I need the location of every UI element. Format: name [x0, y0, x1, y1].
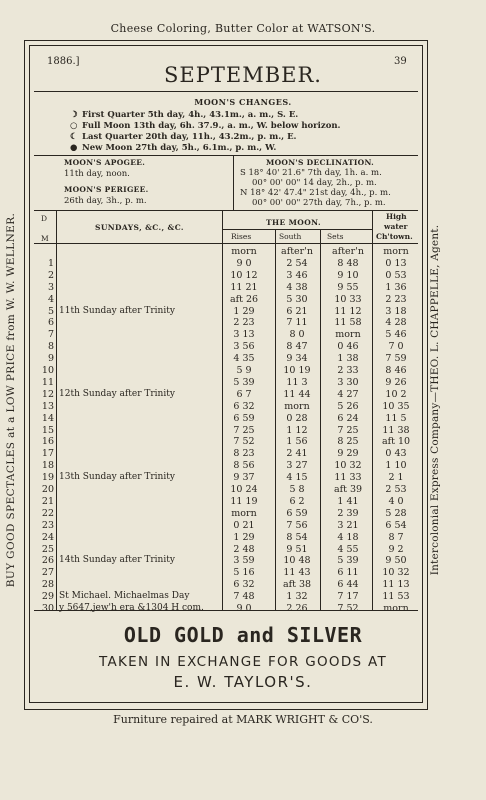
moon-sets-cell: 5 39 [337, 555, 359, 567]
page-number: 39 [394, 56, 407, 67]
table-row [34, 532, 418, 545]
declination-line: 00° 00' 00" 27th day, 7h., p. m. [252, 198, 386, 208]
day-cell: 7 [47, 329, 54, 341]
moon-sets-cell: 0 46 [337, 341, 359, 353]
table-row [34, 579, 418, 592]
moon-south-cell: 1 56 [286, 436, 308, 448]
moon-south-cell: 1 32 [286, 591, 308, 603]
table-row [34, 294, 418, 307]
moon-phase-last-quarter: ☾ Last Quarter 20th day, 11h., 43.2m., p. m., E. [70, 132, 297, 142]
moon-rises-cell: 6 59 [233, 412, 255, 424]
divider [34, 155, 418, 156]
ad-exchange-line: TAKEN IN EXCHANGE FOR GOODS AT [98, 654, 388, 670]
day-cell: 14 [41, 412, 54, 424]
day-cell: 4 [47, 293, 54, 305]
moon-south-cell: 2 26 [286, 603, 308, 614]
high-water-cell: 8 7 [388, 531, 404, 543]
table-row [34, 258, 418, 271]
moon-sets-cell: 10 33 [334, 293, 362, 305]
moon-sets-cell: 7 17 [337, 591, 359, 603]
name-cell: 13th Sunday after Trinity [59, 472, 175, 483]
high-water-cell: 5 46 [385, 329, 407, 341]
table-row [34, 520, 418, 533]
day-cell: 11 [41, 376, 54, 388]
day-cell: 17 [41, 448, 54, 460]
moon-south-cell: 5 8 [289, 484, 305, 495]
high-water-cell: 4 0 [388, 495, 404, 507]
ad-merchant-name: E. W. TAYLOR'S. [173, 673, 313, 691]
moon-sets-cell: 11 12 [334, 305, 362, 317]
header-high-water: Ch'town. [376, 232, 413, 241]
moon-south-cell: 9 51 [286, 543, 308, 555]
moon-south-cell: 5 30 [286, 293, 308, 305]
table-row [34, 436, 418, 449]
moon-south-cell: 7 11 [286, 317, 308, 329]
name-cell: 12th Sunday after Trinity [59, 388, 175, 399]
high-water-cell: 9 2 [388, 543, 404, 555]
header-sets: Sets [327, 232, 344, 241]
apogee-title: MOON'S APOGEE. [64, 158, 146, 167]
high-water-cell: aft 10 [381, 436, 411, 448]
moon-sets-cell: aft 39 [333, 484, 363, 495]
moon-south-cell: after'n [281, 246, 313, 257]
day-cell: 10 [41, 365, 54, 376]
moon-rises-cell: 7 25 [233, 424, 255, 436]
moon-rises-cell: 5 39 [233, 376, 255, 388]
header-high-water: High [386, 212, 407, 221]
moon-sets-cell: 2 33 [337, 365, 359, 376]
high-water-cell: 0 53 [385, 269, 407, 281]
moon-rises-cell: 7 52 [233, 436, 255, 448]
year-label: 1886.] [47, 56, 80, 67]
moon-rises-cell: 9 0 [236, 257, 252, 269]
moon-rises-cell: aft 26 [229, 293, 259, 305]
table-row [34, 425, 418, 438]
moon-south-cell: 4 38 [286, 281, 308, 293]
high-water-cell: 3 18 [385, 305, 407, 317]
table-row [34, 413, 418, 426]
declination-line: N 18° 42' 47.4" 21st day, 4h., p. m. [240, 188, 391, 198]
high-water-cell: 2 23 [385, 293, 407, 305]
moon-rises-cell: 11 21 [230, 281, 258, 293]
moon-sets-cell: 9 10 [337, 269, 359, 281]
declination-line: 00° 00' 00" 14 day, 2h., p. m. [252, 178, 377, 188]
high-water-cell: 1 36 [385, 281, 407, 293]
table-row [34, 389, 418, 402]
moon-rises-cell: 2 23 [233, 317, 255, 329]
high-water-cell: 11 38 [382, 424, 410, 436]
moon-sets-cell: 9 29 [337, 448, 359, 460]
moon-sets-cell: 11 58 [334, 317, 362, 329]
apogee-text: 11th day, noon. [64, 169, 130, 179]
high-water-cell: 0 13 [385, 257, 407, 269]
moon-south-cell: 8 0 [289, 329, 305, 341]
high-water-cell: 4 28 [385, 317, 407, 329]
moon-sets-cell: 11 33 [334, 472, 362, 484]
header-day-of-month: D [41, 214, 48, 223]
header-south: South [279, 232, 302, 241]
day-cell: 3 [47, 281, 54, 293]
table-row [34, 270, 418, 283]
day-cell: 12 [41, 388, 54, 400]
high-water-cell: 7 59 [385, 353, 407, 365]
day-cell: 25 [41, 543, 54, 555]
table-row [34, 484, 418, 497]
moon-sets-cell: 8 25 [337, 436, 359, 448]
moon-sets-cell: 4 27 [337, 388, 359, 400]
moon-rises-cell: 6 7 [236, 388, 252, 400]
moon-rises-cell: 3 59 [233, 555, 255, 567]
moon-rises-cell: 4 35 [233, 353, 255, 365]
moon-phase-first-quarter: ☽ First Quarter 5th day, 4h., 43.1m., a. m., S. E. [70, 110, 299, 120]
moon-rises-cell: 5 16 [233, 567, 255, 579]
moon-rises-cell: 6 32 [233, 400, 255, 412]
moon-south-cell: 10 19 [283, 365, 311, 376]
month-title: SEPTEMBER. [164, 63, 322, 87]
table-row [34, 329, 418, 342]
moon-rises-cell: 5 9 [236, 365, 252, 376]
name-cell: St Michael. Michaelmas Day [59, 591, 190, 602]
day-cell: 5 [47, 305, 54, 317]
high-water-cell: 2 53 [385, 484, 407, 495]
perigee-text: 26th day, 3h., p. m. [64, 196, 147, 206]
table-row [34, 282, 418, 295]
moon-sets-cell: 5 26 [337, 400, 359, 412]
moon-rises-cell: 0 21 [233, 519, 255, 531]
moon-sets-cell: 3 21 [337, 519, 359, 531]
table-row [34, 508, 418, 521]
moon-south-cell: 0 28 [286, 412, 308, 424]
moon-phase-new-moon: ● New Moon 27th day, 5h., 6.1m., p. m., W. [70, 143, 277, 153]
moon-rises-cell: 1 29 [233, 531, 255, 543]
moon-sets-cell: 6 11 [337, 567, 359, 579]
high-water-cell: 11 13 [382, 579, 410, 591]
moon-south-cell: 9 34 [286, 353, 308, 365]
high-water-cell: 9 50 [385, 555, 407, 567]
moon-south-cell: 7 56 [286, 519, 308, 531]
day-cell: 23 [41, 519, 54, 531]
table-row [34, 567, 418, 580]
day-cell: 27 [41, 567, 54, 579]
moon-rises-cell: morn [231, 246, 257, 257]
header-the-moon: THE MOON. [266, 218, 321, 227]
moon-sets-cell: 9 55 [337, 281, 359, 293]
moon-rises-cell: 9 0 [236, 603, 252, 614]
table-row [34, 246, 418, 259]
moon-south-cell: 2 41 [286, 448, 308, 460]
moon-sets-cell: 1 38 [337, 353, 359, 365]
moon-rises-cell: 10 24 [230, 484, 258, 495]
high-water-cell: morn [383, 603, 409, 614]
moon-rises-cell: 2 48 [233, 543, 255, 555]
high-water-cell: 10 32 [382, 567, 410, 579]
day-cell: 9 [47, 353, 54, 365]
table-row [34, 377, 418, 390]
moon-sets-cell: 7 25 [337, 424, 359, 436]
moon-south-cell: 10 48 [283, 555, 311, 567]
moon-south-cell: 1 12 [286, 424, 308, 436]
moon-south-cell: 11 44 [283, 388, 311, 400]
moon-changes-title: MOON'S CHANGES. [194, 97, 292, 107]
moon-rises-cell: 11 19 [230, 495, 258, 507]
day-cell: 21 [41, 495, 54, 507]
moon-rises-cell: 6 32 [233, 579, 255, 591]
moon-sets-cell: 2 39 [337, 507, 359, 519]
day-cell: 1 [47, 257, 54, 269]
high-water-cell: 11 5 [385, 412, 407, 424]
perigee-title: MOON'S PERIGEE. [64, 185, 149, 194]
moon-south-cell: 6 21 [286, 305, 308, 317]
high-water-cell: 2 1 [388, 472, 404, 484]
divider [34, 243, 418, 244]
table-row [34, 496, 418, 509]
high-water-cell: 10 2 [385, 388, 407, 400]
divider [34, 91, 418, 92]
day-cell: 28 [41, 579, 54, 591]
moon-rises-cell: 10 12 [230, 269, 258, 281]
moon-south-cell: 11 43 [283, 567, 311, 579]
high-water-cell: 0 43 [385, 448, 407, 460]
table-row [34, 472, 418, 485]
header-high-water: water [384, 222, 408, 231]
day-cell: 2 [47, 269, 54, 281]
ad-old-gold-silver: OLD GOLD and SILVER [123, 623, 363, 647]
moon-south-cell: 11 3 [286, 376, 308, 388]
day-cell: 6 [47, 317, 54, 329]
name-cell: 14th Sunday after Trinity [59, 555, 175, 566]
moon-rises-cell: 9 37 [233, 472, 255, 484]
day-cell: 24 [41, 531, 54, 543]
header-rises: Rises [231, 232, 252, 241]
moon-sets-cell: after'n [332, 246, 364, 257]
day-cell: 29 [41, 591, 54, 603]
moon-sets-cell: 4 55 [337, 543, 359, 555]
high-water-cell: 7 0 [388, 341, 404, 353]
day-cell: 19 [41, 472, 54, 484]
moon-south-cell: aft 38 [282, 579, 312, 591]
high-water-cell: 9 26 [385, 376, 407, 388]
high-water-cell: 8 46 [385, 365, 407, 376]
name-cell: 11th Sunday after Trinity [59, 305, 175, 316]
day-cell: 18 [41, 460, 54, 472]
day-cell: 22 [41, 507, 54, 519]
full-moon-icon: ○ [70, 121, 78, 131]
moon-sets-cell: 1 41 [337, 495, 359, 507]
day-cell: 15 [41, 424, 54, 436]
high-water-cell: 5 28 [385, 507, 407, 519]
table-row [34, 555, 418, 568]
day-cell: 20 [41, 484, 54, 495]
moon-phase-full-moon: ○ Full Moon 13th day, 6h. 37.9., a. m., W. below horizon. [70, 121, 341, 131]
moon-south-cell: 3 46 [286, 269, 308, 281]
day-cell: 13 [41, 400, 54, 412]
moon-south-cell: 2 54 [286, 257, 308, 269]
moon-sets-cell: 6 44 [337, 579, 359, 591]
moon-south-cell: 6 59 [286, 507, 308, 519]
header-sundays: SUNDAYS, &C., &C. [95, 223, 184, 232]
moon-sets-cell: 10 32 [334, 460, 362, 472]
moon-south-cell: 4 15 [286, 472, 308, 484]
moon-rises-cell: 3 56 [233, 341, 255, 353]
moon-sets-cell: morn [335, 329, 361, 341]
moon-rises-cell: 7 48 [233, 591, 255, 603]
moon-sets-cell: 6 24 [337, 412, 359, 424]
moon-sets-cell: 8 48 [337, 257, 359, 269]
table-row [34, 448, 418, 461]
day-cell: 16 [41, 436, 54, 448]
moon-rises-cell: 8 56 [233, 460, 255, 472]
moon-south-cell: 3 27 [286, 460, 308, 472]
moon-sets-cell: 7 52 [337, 603, 359, 614]
divider [34, 210, 418, 211]
divider [222, 229, 372, 230]
moon-south-cell: 8 54 [286, 531, 308, 543]
moon-sets-cell: 4 18 [337, 531, 359, 543]
table-row [34, 306, 418, 319]
last-quarter-moon-icon: ☾ [70, 132, 78, 142]
moon-sets-cell: 3 30 [337, 376, 359, 388]
column-divider [233, 155, 234, 210]
declination-title: MOON'S DECLINATION. [266, 158, 375, 167]
moon-south-cell: morn [284, 400, 310, 412]
moon-rises-cell: morn [231, 507, 257, 519]
header-advertisement: Cheese Coloring, Butter Color at WATSON'S. [110, 22, 376, 35]
high-water-cell: 1 10 [385, 460, 407, 472]
table-row [34, 317, 418, 330]
day-cell: 8 [47, 341, 54, 353]
name-cell: y 5647,jew'h era &1304 H com. [59, 603, 204, 613]
moon-rises-cell: 1 29 [233, 305, 255, 317]
table-row [34, 591, 418, 604]
table-row [34, 544, 418, 557]
moon-rises-cell: 8 23 [233, 448, 255, 460]
table-row [34, 401, 418, 414]
footer-advertisement: Furniture repaired at MARK WRIGHT & CO'S. [113, 713, 373, 726]
table-row [34, 460, 418, 473]
moon-rises-cell: 3 13 [233, 329, 255, 341]
high-water-cell: morn [383, 246, 409, 257]
table-row [34, 353, 418, 366]
right-margin-advertisement: Intercolonial Express Company—THEO. L. CHAPPELLE, Agent. [429, 224, 441, 576]
moon-south-cell: 6 2 [289, 495, 305, 507]
table-row [34, 341, 418, 354]
day-cell: 26 [41, 555, 54, 567]
day-cell: 30 [41, 603, 54, 614]
divider [34, 610, 418, 611]
table-row [34, 365, 418, 378]
header-day-of-month: M [41, 234, 49, 243]
declination-line: S 18° 40' 21.6" 7th day, 1h. a. m. [240, 168, 382, 178]
high-water-cell: 10 35 [382, 400, 410, 412]
high-water-cell: 6 54 [385, 519, 407, 531]
high-water-cell: 11 53 [382, 591, 410, 603]
new-moon-icon: ● [70, 143, 78, 153]
moon-south-cell: 8 47 [286, 341, 308, 353]
first-quarter-moon-icon: ☽ [70, 110, 78, 120]
left-margin-advertisement: BUY GOOD SPECTACLES at a LOW PRICE from W. W. WELLNER. [5, 212, 17, 588]
